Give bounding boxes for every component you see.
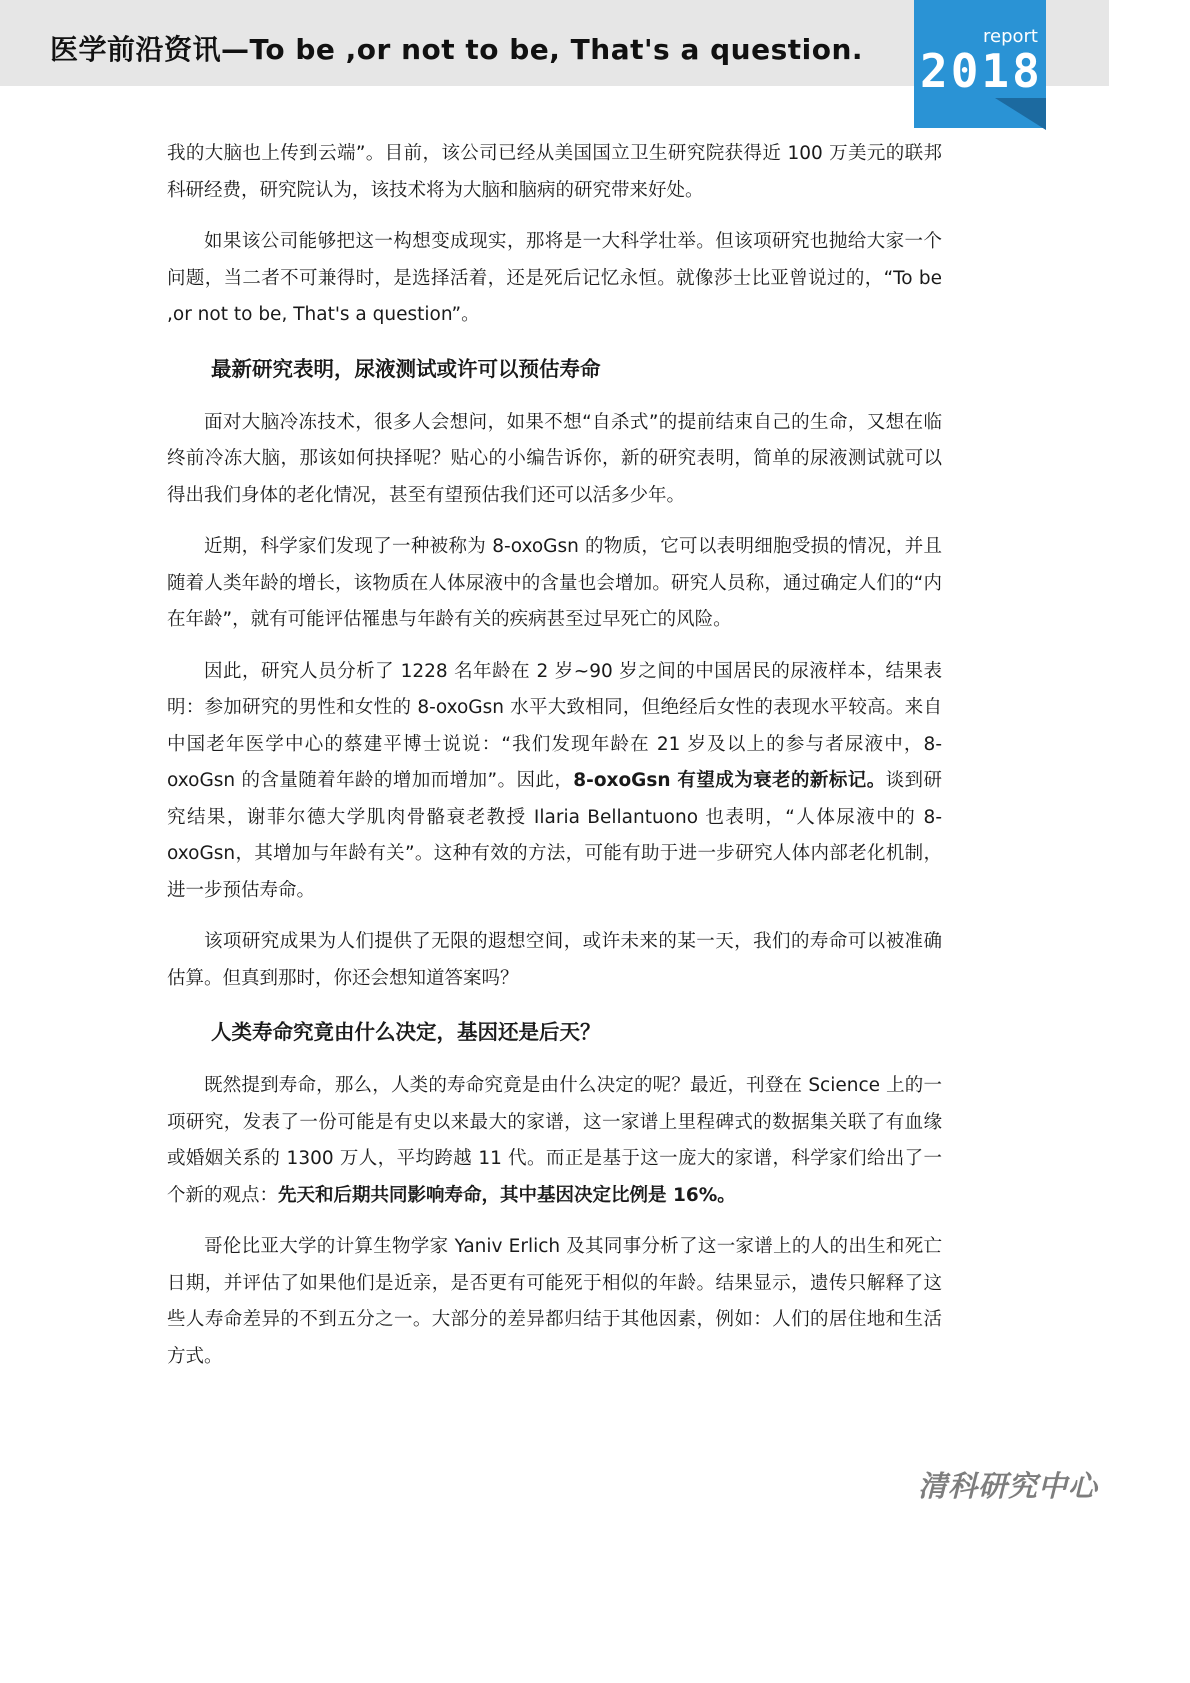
- paragraph: [167, 654, 942, 910]
- footer-logo: 清科研究中心: [918, 1469, 1099, 1503]
- paragraph-text: 谈到研究结果，谢菲尔德大学肌肉骨骼衰老教授 Ilaria Bellantuono 也表明，“人体尿液中的 8-oxoGsn，其增加与年龄有关”。这种有效的方法，可能有助于进一步研究人体内部老化机制，进一步预估寿命。: [167, 770, 942, 901]
- article-body: [167, 136, 942, 1390]
- paragraph-text: 因此，研究人员分析了 1228 名年龄在 2 岁~90 岁之间的中国居民的尿液样本，结果表明：参加研究的男性和女性的 8-oxoGsn 水平大致相同，但绝经后女性的表现水平较高。来自中国老年医学中心的蔡建平博士说说：“我们发现年龄在 21 岁及以上的参与者尿液中，8-oxoGsn 的含量随着年龄的增加而增加”。因此，: [167, 660, 942, 791]
- badge-year: 2018: [920, 44, 1043, 98]
- bold-highlight: 先天和后期共同影响寿命，其中基因决定比例是 16%。: [278, 1184, 736, 1206]
- badge-fold-decoration: [995, 98, 1046, 130]
- badge-label: report: [983, 26, 1038, 47]
- paragraph: 面对大脑冷冻技术，很多人会想问，如果不想“自杀式”的提前结束自己的生命，又想在临终前冷冻大脑，那该如何抉择呢？贴心的小编告诉你，新的研究表明，简单的尿液测试就可以得出我们身体的老化情况，甚至有望预估我们还可以活多少年。: [167, 411, 942, 506]
- page-title: 医学前沿资讯—To be ,or not to be, That's a question.: [50, 33, 864, 66]
- section-heading: 人类寿命究竟由什么决定，基因还是后天？: [211, 1020, 601, 1044]
- paragraph: 我的大脑也上传到云端”。目前，该公司已经从美国国立卫生研究院获得近 100 万美元的联邦科研经费，研究院认为，该技术将为大脑和脑病的研究带来好处。: [167, 143, 942, 201]
- bold-highlight: 8-oxoGsn 有望成为衰老的新标记。: [573, 770, 886, 791]
- paragraph: 该项研究成果为人们提供了无限的遐想空间，或许未来的某一天，我们的寿命可以被准确估算。但真到那时，你还会想知道答案吗？: [167, 931, 942, 989]
- paragraph: 近期，科学家们发现了一种被称为 8-oxoGsn 的物质，它可以表明细胞受损的情况，并且随着人类年龄的增长，该物质在人体尿液中的含量也会增加。研究人员称，通过确定人们的“内在年龄”，就有可能评估罹患与年龄有关的疾病甚至过早死亡的风险。: [167, 536, 942, 630]
- section-heading: 最新研究表明，尿液测试或许可以预估寿命: [211, 356, 601, 381]
- paragraph: 哥伦比亚大学的计算生物学家 Yaniv Erlich 及其同事分析了这一家谱上的人的出生和死亡日期，并评估了如果他们是近亲，是否更有可能死于相似的年龄。结果显示，遗传只解释了这些人寿命差异的不到五分之一。大部分的差异都归结于其他因素，例如：人们的居住地和生活方式。: [167, 1236, 942, 1367]
- paragraph: [167, 1068, 942, 1214]
- paragraph: 如果该公司能够把这一构想变成现实，那将是一大科学壮举。但该项研究也抛给大家一个问题，当二者不可兼得时，是选择活着，还是死后记忆永恒。就像莎士比亚曾说过的，“To be ,or not to be, That's a question”。: [167, 231, 942, 325]
- paragraph-text: 既然提到寿命，那么，人类的寿命究竟是由什么决定的呢？最近，刊登在 Science 上的一项研究，发表了一份可能是有史以来最大的家谱，这一家谱上里程碑式的数据集关联了有血缘或婚姻关系的 1300 万人，平均跨越 11 代。而正是基于这一庞大的家谱，科学家们给出了一个新的观点：: [167, 1075, 942, 1206]
